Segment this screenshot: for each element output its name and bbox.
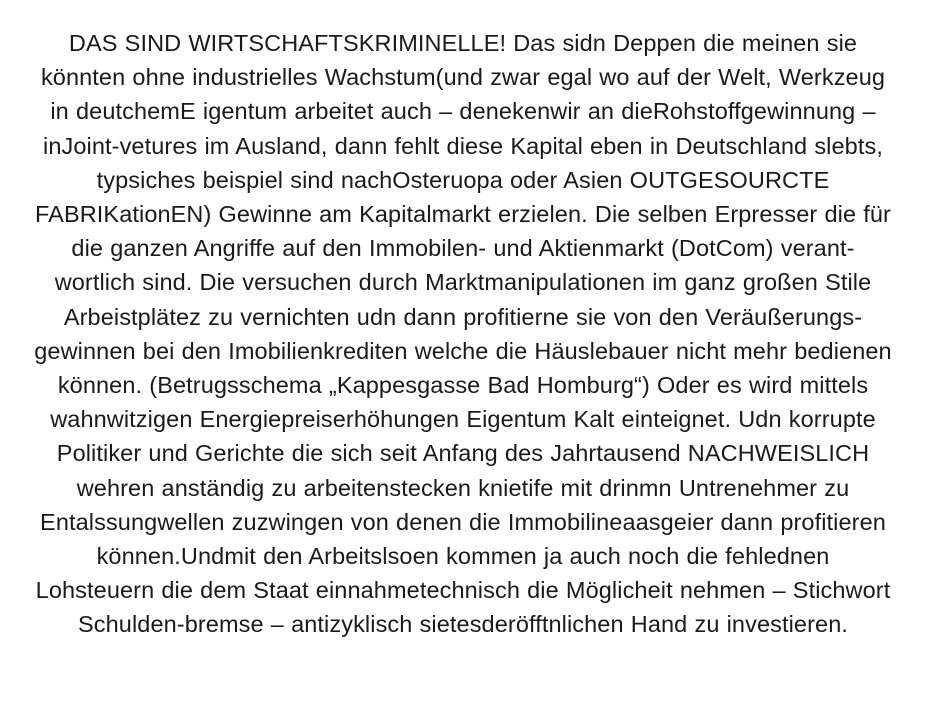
document-body-text: DAS SIND WIRTSCHAFTSKRIMINELLE! Das sidn Deppen die meinen sie könnten ohne industrielles Wachstum(und zwar egal wo auf der Welt, Werkzeug in deutchemE igentum arbeitet auch – denekenwir an dieRohstoffgewinnung – inJoint-vetures im Ausland, dann fehlt diese Kapital eben in Deutschland slebts, typsiches beispiel sind nachOsteruopa oder Asien OUTGESOURCTE FABRIKationEN) Gewinne am Kapitalmarkt erzielen. Die selben Erpresser die für die ganzen Angriffe auf den Immobilen- und Aktienmarkt (DotCom) verant-wortlich sind. Die versuchen durch Marktmanipulationen im ganz großen Stile Arbeistplätez zu vernichten udn dann profitierne sie von den Veräußerungs-gewinnen bei den Imobilienkrediten welche die Häuslebauer nicht mehr bedienen können. (Betrugsschema „Kappesgasse Bad Homburg“) Oder es wird mittels wahnwitzigen Energiepreiserhöhungen Eigentum Kalt einteignet. Udn korrupte Politiker und Gerichte die sich seit Anfang des Jahrtausend NACHWEISLICH wehren anständig zu arbeitenstecken knietife mit drinmn Untrenehmer zu Entalssungwellen zuzwingen von denen die Immobilineaasgeier dann profitieren können.Undmit den Arbeitslsoen kommen ja auch noch die fehlednen Lohsteuern die dem Staat einnahmetechnisch die Möglicheit nehmen – Stichwort Schulden-bremse – antizyklisch sietesderöfftnlichen Hand zu investieren. bbox=[34, 30, 892, 638]
